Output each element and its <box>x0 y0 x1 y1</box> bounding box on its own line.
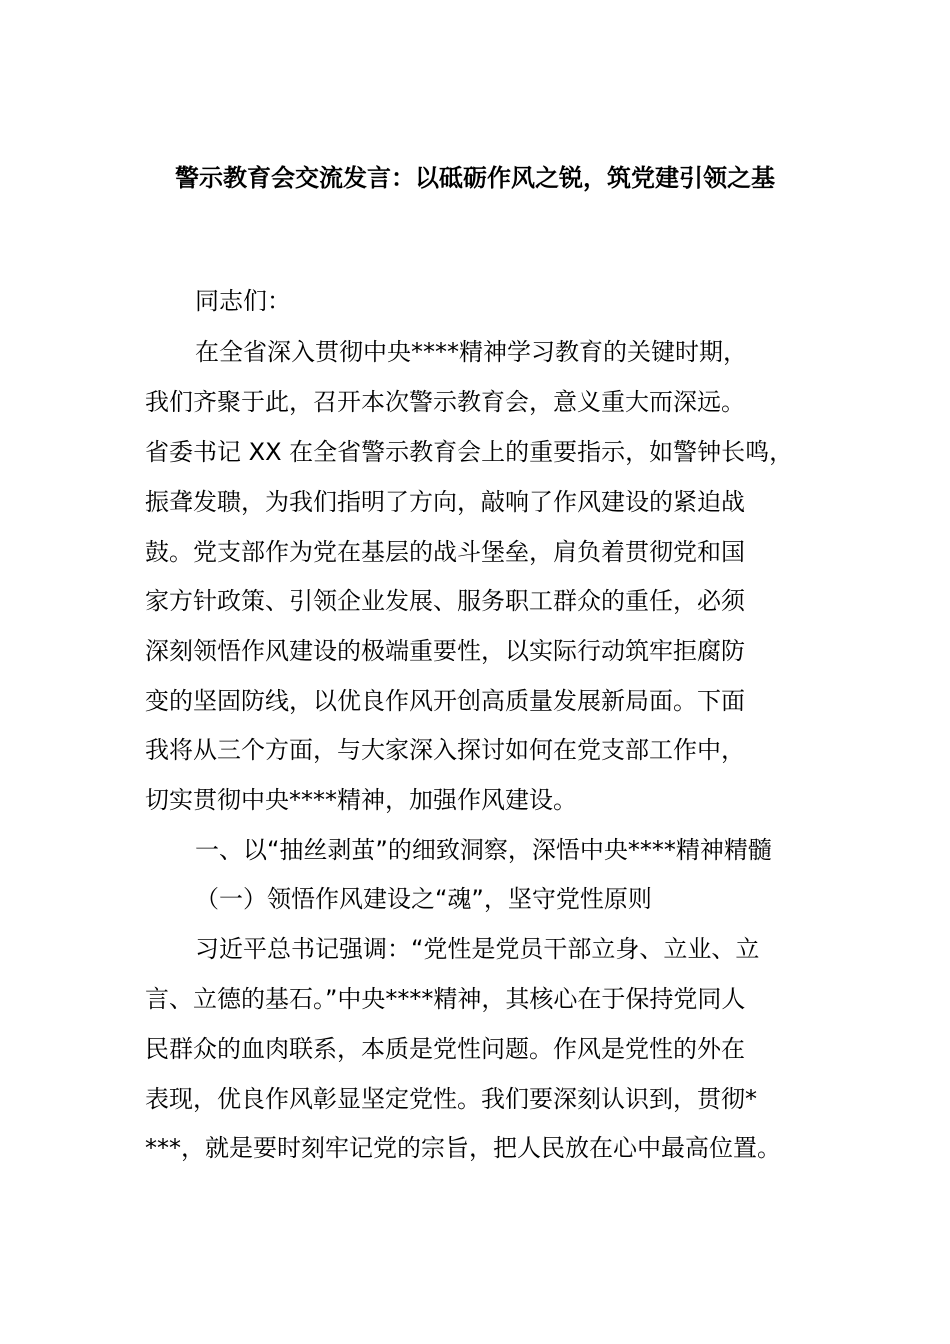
body-line: 变的坚固防线，以优良作风开创高质量发展新局面。下面 <box>145 687 745 715</box>
body-line: 我们齐聚于此，召开本次警示教育会，意义重大而深远。 <box>145 388 745 416</box>
body-line: 民群众的血肉联系，本质是党性问题。作风是党性的外在 <box>145 1035 745 1063</box>
document-title: 警示教育会交流发言：以砥砺作风之锐，筑党建引领之基 <box>175 164 775 192</box>
body-line: 省委书记 XX 在全省警示教育会上的重要指示，如警钟长鸣， <box>145 438 794 466</box>
body-line: 习近平总书记强调：“党性是党员干部立身、立业、立 <box>195 935 760 963</box>
body-line: 在全省深入贯彻中央****精神学习教育的关键时期， <box>195 338 747 366</box>
section-heading: 一、以“抽丝剥茧”的细致洞察，深悟中央****精神精髓 <box>195 836 772 864</box>
body-line: 我将从三个方面，与大家深入探讨如何在党支部工作中， <box>145 736 745 764</box>
body-line: 家方针政策、引领企业发展、服务职工群众的重任，必须 <box>145 587 745 615</box>
subsection-heading: （一）领悟作风建设之“魂”，坚守党性原则 <box>195 885 652 913</box>
body-line: 深刻领悟作风建设的极端重要性，以实际行动筑牢拒腐防 <box>145 637 745 665</box>
body-line: 切实贯彻中央****精神，加强作风建设。 <box>145 786 577 814</box>
body-line: 振聋发聩，为我们指明了方向，敲响了作风建设的紧迫战 <box>145 488 745 516</box>
greeting-line: 同志们： <box>195 287 291 315</box>
body-line: ***，就是要时刻牢记党的宗旨，把人民放在心中最高位置。 <box>145 1134 781 1162</box>
body-line: 鼓。党支部作为党在基层的战斗堡垒，肩负着贯彻党和国 <box>145 538 745 566</box>
body-line: 言、立德的基石。”中央****精神，其核心在于保持党同人 <box>145 985 746 1013</box>
body-line: 表现，优良作风彰显坚定党性。我们要深刻认识到，贯彻* <box>145 1085 757 1113</box>
